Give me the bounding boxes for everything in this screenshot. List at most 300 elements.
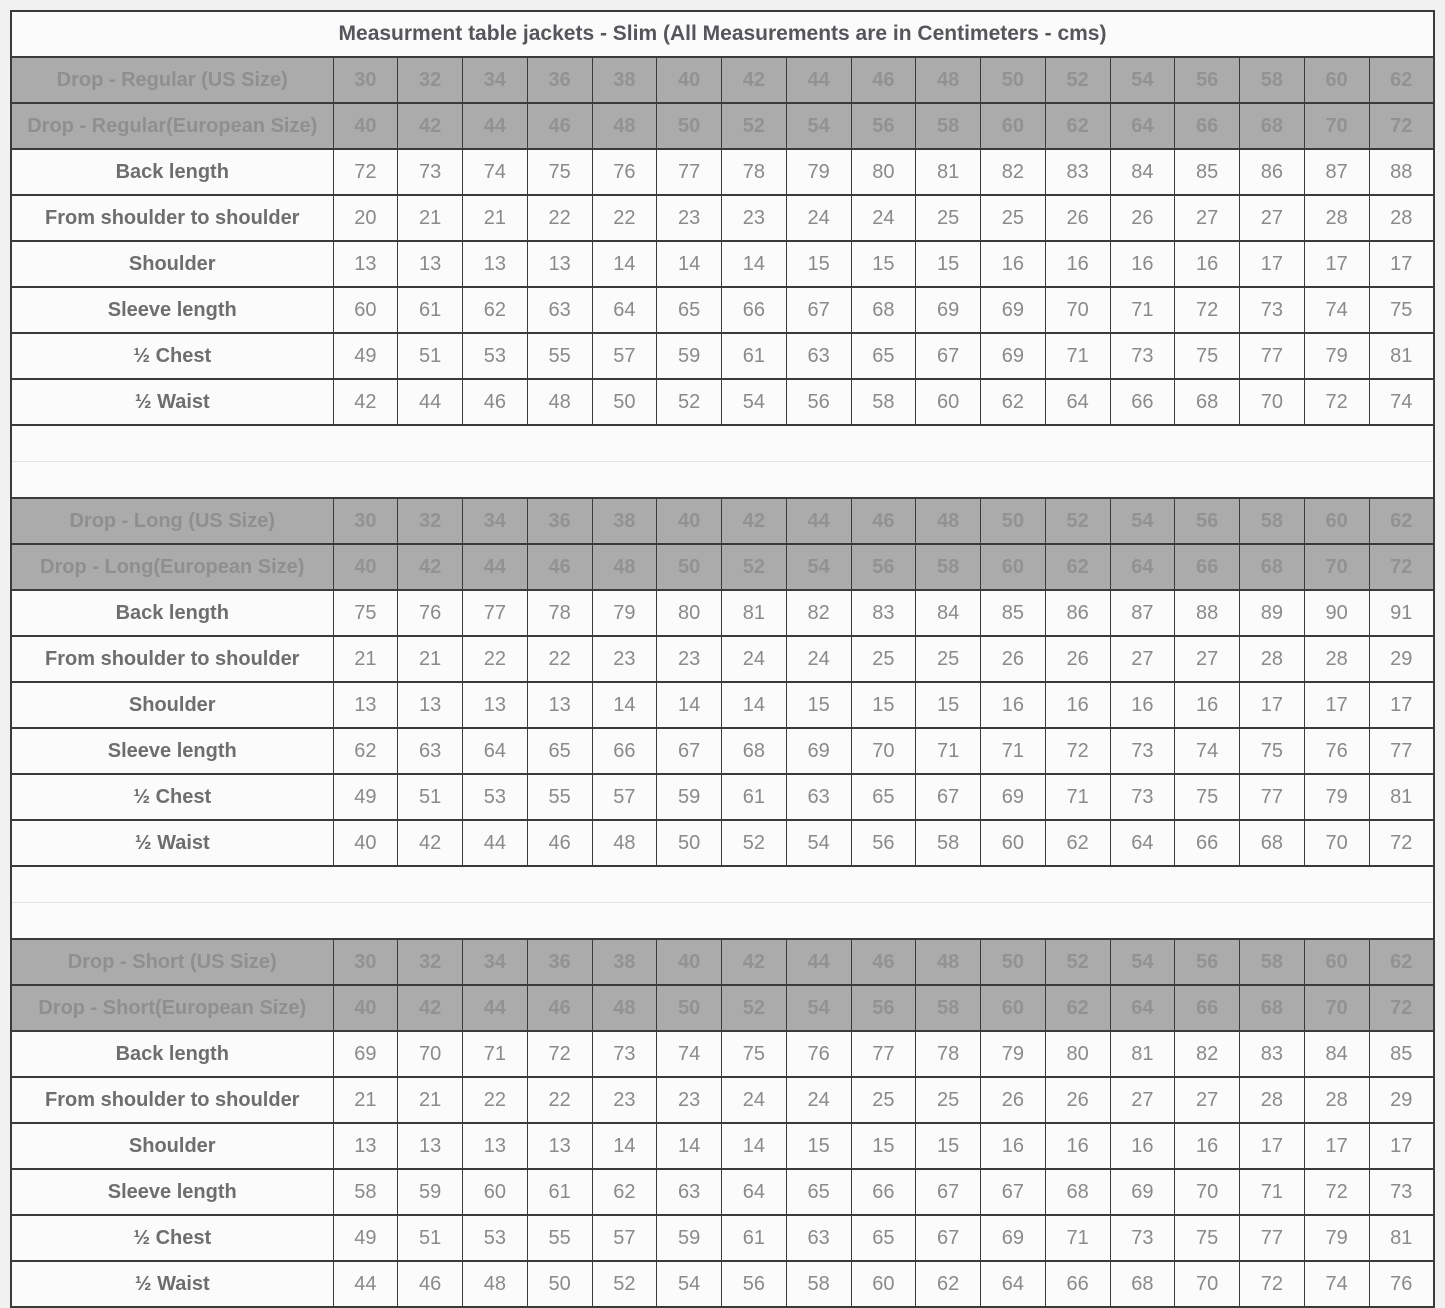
size-header-cell: 56 [851, 103, 916, 149]
measurement-value-cell: 64 [463, 728, 528, 774]
measurement-value-cell: 70 [851, 728, 916, 774]
size-header-cell: 34 [463, 57, 528, 103]
measurement-value-cell: 67 [657, 728, 722, 774]
measurement-value-cell: 66 [1110, 379, 1175, 425]
measurement-value-cell: 55 [527, 774, 592, 820]
measurement-row [11, 333, 1434, 379]
measurement-value-cell: 80 [1045, 1031, 1110, 1077]
measurement-value-cell: 81 [1110, 1031, 1175, 1077]
size-header-cell: 62 [1045, 985, 1110, 1031]
measurement-value-cell: 70 [1175, 1169, 1240, 1215]
measurement-value-cell: 60 [851, 1261, 916, 1307]
measurement-value-cell: 69 [981, 1215, 1046, 1261]
measurement-value-cell: 14 [722, 682, 787, 728]
measurement-value-cell: 70 [1240, 379, 1305, 425]
measurement-value-cell: 86 [1240, 149, 1305, 195]
measurement-table-body [11, 11, 1434, 1307]
measurement-value-cell: 23 [657, 1077, 722, 1123]
section-gap-row [11, 903, 1434, 940]
measurement-value-cell: 77 [851, 1031, 916, 1077]
measurement-value-cell: 23 [657, 195, 722, 241]
measurement-value-cell: 75 [722, 1031, 787, 1077]
size-header-cell: 48 [592, 544, 657, 590]
size-header-cell: 70 [1304, 985, 1369, 1031]
measurement-value-cell: 13 [463, 241, 528, 287]
size-header-cell: 54 [1110, 498, 1175, 544]
size-header-cell: 60 [1304, 939, 1369, 985]
measurement-value-cell: 53 [463, 1215, 528, 1261]
measurement-row [11, 820, 1434, 866]
size-header-cell: 44 [786, 498, 851, 544]
size-header-cell: 48 [916, 498, 981, 544]
measurement-value-cell: 69 [333, 1031, 398, 1077]
measurement-value-cell: 83 [1240, 1031, 1305, 1077]
measurement-value-cell: 67 [786, 287, 851, 333]
size-header-cell: 64 [1110, 985, 1175, 1031]
measurement-value-cell: 24 [722, 1077, 787, 1123]
measurement-value-cell: 77 [1240, 1215, 1305, 1261]
measurement-value-cell: 17 [1304, 682, 1369, 728]
measurement-value-cell: 59 [657, 1215, 722, 1261]
size-header-cell: 46 [851, 498, 916, 544]
measurement-value-cell: 16 [1175, 241, 1240, 287]
size-header-cell: 62 [1369, 498, 1434, 544]
jacket-measurement-table [10, 10, 1435, 1308]
size-header-cell: 66 [1175, 985, 1240, 1031]
measurement-value-cell: 13 [333, 682, 398, 728]
measurement-value-cell: 68 [1045, 1169, 1110, 1215]
measurement-value-cell: 24 [722, 636, 787, 682]
measurement-value-cell: 65 [851, 774, 916, 820]
size-header-cell: 58 [1240, 939, 1305, 985]
measurement-value-cell: 49 [333, 333, 398, 379]
measurement-value-cell: 63 [786, 1215, 851, 1261]
measurement-value-cell: 46 [463, 379, 528, 425]
measurement-value-cell: 85 [981, 590, 1046, 636]
size-header-cell: 44 [786, 57, 851, 103]
measurement-value-cell: 14 [657, 241, 722, 287]
row-label-cell: From shoulder to shoulder [11, 195, 333, 241]
measurement-value-cell: 78 [527, 590, 592, 636]
measurement-value-cell: 28 [1304, 636, 1369, 682]
measurement-row [11, 1077, 1434, 1123]
measurement-value-cell: 66 [592, 728, 657, 774]
measurement-value-cell: 15 [851, 1123, 916, 1169]
measurement-value-cell: 80 [851, 149, 916, 195]
measurement-value-cell: 22 [527, 1077, 592, 1123]
measurement-value-cell: 15 [916, 682, 981, 728]
measurement-value-cell: 69 [786, 728, 851, 774]
eu-size-header-row-drop-regular [11, 103, 1434, 149]
measurement-value-cell: 85 [1175, 149, 1240, 195]
measurement-value-cell: 65 [786, 1169, 851, 1215]
measurement-value-cell: 73 [1240, 287, 1305, 333]
measurement-value-cell: 15 [916, 1123, 981, 1169]
measurement-value-cell: 58 [916, 820, 981, 866]
row-label-cell: ½ Chest [11, 774, 333, 820]
measurement-value-cell: 77 [1240, 333, 1305, 379]
row-label-cell: Back length [11, 590, 333, 636]
row-label-cell: From shoulder to shoulder [11, 1077, 333, 1123]
measurement-row [11, 1169, 1434, 1215]
measurement-value-cell: 22 [592, 195, 657, 241]
row-label-cell: Shoulder [11, 682, 333, 728]
measurement-value-cell: 84 [1110, 149, 1175, 195]
measurement-value-cell: 87 [1110, 590, 1175, 636]
measurement-value-cell: 17 [1369, 1123, 1434, 1169]
measurement-value-cell: 21 [398, 1077, 463, 1123]
size-header-cell: 62 [1369, 57, 1434, 103]
row-label-cell: Shoulder [11, 1123, 333, 1169]
measurement-value-cell: 73 [398, 149, 463, 195]
size-header-cell: 72 [1369, 985, 1434, 1031]
measurement-value-cell: 13 [398, 1123, 463, 1169]
measurement-value-cell: 17 [1304, 241, 1369, 287]
measurement-value-cell: 86 [1045, 590, 1110, 636]
size-header-cell: 30 [333, 939, 398, 985]
measurement-value-cell: 71 [1045, 1215, 1110, 1261]
measurement-value-cell: 44 [333, 1261, 398, 1307]
measurement-value-cell: 29 [1369, 636, 1434, 682]
measurement-value-cell: 15 [786, 1123, 851, 1169]
measurement-value-cell: 27 [1175, 195, 1240, 241]
measurement-value-cell: 46 [527, 820, 592, 866]
measurement-value-cell: 71 [463, 1031, 528, 1077]
measurement-value-cell: 75 [1369, 287, 1434, 333]
measurement-value-cell: 22 [527, 636, 592, 682]
measurement-value-cell: 25 [916, 195, 981, 241]
measurement-value-cell: 71 [1240, 1169, 1305, 1215]
measurement-value-cell: 56 [851, 820, 916, 866]
measurement-value-cell: 16 [1045, 241, 1110, 287]
measurement-value-cell: 62 [333, 728, 398, 774]
measurement-value-cell: 69 [981, 333, 1046, 379]
row-label-cell: Sleeve length [11, 287, 333, 333]
measurement-value-cell: 91 [1369, 590, 1434, 636]
spacer-cell [11, 903, 1434, 940]
size-header-cell: 30 [333, 57, 398, 103]
row-label-cell: From shoulder to shoulder [11, 636, 333, 682]
size-header-cell: 36 [527, 939, 592, 985]
size-header-cell: 58 [916, 544, 981, 590]
size-header-cell: 72 [1369, 103, 1434, 149]
measurement-value-cell: 75 [1175, 333, 1240, 379]
size-header-cell: 50 [981, 57, 1046, 103]
measurement-value-cell: 24 [851, 195, 916, 241]
size-header-cell: 36 [527, 57, 592, 103]
measurement-value-cell: 21 [463, 195, 528, 241]
size-header-cell: 54 [786, 103, 851, 149]
measurement-value-cell: 77 [463, 590, 528, 636]
measurement-value-cell: 66 [851, 1169, 916, 1215]
measurement-value-cell: 15 [916, 241, 981, 287]
measurement-value-cell: 61 [527, 1169, 592, 1215]
measurement-value-cell: 73 [592, 1031, 657, 1077]
size-header-cell: 68 [1240, 985, 1305, 1031]
spacer-cell [11, 425, 1434, 462]
measurement-value-cell: 76 [786, 1031, 851, 1077]
measurement-value-cell: 17 [1240, 1123, 1305, 1169]
measurement-value-cell: 71 [1045, 333, 1110, 379]
measurement-value-cell: 13 [333, 1123, 398, 1169]
measurement-value-cell: 14 [592, 241, 657, 287]
size-header-cell: 32 [398, 57, 463, 103]
size-header-cell: 50 [981, 498, 1046, 544]
size-header-cell: 30 [333, 498, 398, 544]
size-header-cell: 32 [398, 498, 463, 544]
size-header-cell: 56 [851, 985, 916, 1031]
size-header-cell: 40 [333, 985, 398, 1031]
size-header-cell: 58 [916, 103, 981, 149]
measurement-value-cell: 22 [463, 636, 528, 682]
size-header-cell: 48 [592, 103, 657, 149]
size-header-cell: 34 [463, 498, 528, 544]
measurement-value-cell: 72 [1304, 1169, 1369, 1215]
measurement-value-cell: 74 [1304, 287, 1369, 333]
measurement-value-cell: 79 [1304, 333, 1369, 379]
measurement-value-cell: 68 [1240, 820, 1305, 866]
measurement-value-cell: 72 [1045, 728, 1110, 774]
measurement-value-cell: 59 [398, 1169, 463, 1215]
measurement-value-cell: 56 [786, 379, 851, 425]
measurement-value-cell: 13 [463, 682, 528, 728]
measurement-value-cell: 69 [1110, 1169, 1175, 1215]
size-header-cell: 54 [786, 985, 851, 1031]
measurement-value-cell: 69 [916, 287, 981, 333]
measurement-value-cell: 80 [657, 590, 722, 636]
measurement-value-cell: 24 [786, 1077, 851, 1123]
measurement-value-cell: 75 [527, 149, 592, 195]
measurement-value-cell: 58 [786, 1261, 851, 1307]
measurement-value-cell: 26 [1045, 636, 1110, 682]
measurement-value-cell: 71 [981, 728, 1046, 774]
measurement-value-cell: 64 [1110, 820, 1175, 866]
size-header-cell: 46 [527, 985, 592, 1031]
measurement-value-cell: 17 [1369, 241, 1434, 287]
measurement-value-cell: 79 [981, 1031, 1046, 1077]
measurement-value-cell: 65 [851, 333, 916, 379]
measurement-value-cell: 77 [657, 149, 722, 195]
measurement-row [11, 149, 1434, 195]
measurement-value-cell: 25 [916, 636, 981, 682]
measurement-value-cell: 68 [851, 287, 916, 333]
size-header-cell: 36 [527, 498, 592, 544]
measurement-value-cell: 72 [1175, 287, 1240, 333]
measurement-value-cell: 44 [398, 379, 463, 425]
size-header-cell: 72 [1369, 544, 1434, 590]
measurement-value-cell: 17 [1369, 682, 1434, 728]
measurement-value-cell: 67 [916, 774, 981, 820]
row-label-cell: ½ Chest [11, 1215, 333, 1261]
measurement-value-cell: 63 [527, 287, 592, 333]
measurement-value-cell: 77 [1369, 728, 1434, 774]
measurement-value-cell: 63 [398, 728, 463, 774]
measurement-value-cell: 27 [1240, 195, 1305, 241]
measurement-value-cell: 61 [722, 1215, 787, 1261]
section-label-cell: Drop - Short (US Size) [11, 939, 333, 985]
size-header-cell: 60 [981, 103, 1046, 149]
measurement-value-cell: 61 [398, 287, 463, 333]
title-row [11, 11, 1434, 57]
measurement-value-cell: 84 [1304, 1031, 1369, 1077]
size-header-cell: 44 [786, 939, 851, 985]
measurement-value-cell: 67 [981, 1169, 1046, 1215]
size-header-cell: 50 [981, 939, 1046, 985]
us-size-header-row-drop-long [11, 498, 1434, 544]
measurement-row [11, 774, 1434, 820]
size-header-cell: 60 [981, 985, 1046, 1031]
size-header-cell: 42 [398, 544, 463, 590]
measurement-value-cell: 78 [722, 149, 787, 195]
section-gap-row [11, 866, 1434, 903]
size-header-cell: 38 [592, 498, 657, 544]
measurement-value-cell: 75 [1240, 728, 1305, 774]
row-label-cell: Shoulder [11, 241, 333, 287]
measurement-value-cell: 82 [981, 149, 1046, 195]
measurement-value-cell: 57 [592, 774, 657, 820]
measurement-value-cell: 79 [1304, 774, 1369, 820]
measurement-value-cell: 81 [916, 149, 981, 195]
measurement-value-cell: 64 [722, 1169, 787, 1215]
measurement-value-cell: 64 [592, 287, 657, 333]
measurement-value-cell: 13 [527, 682, 592, 728]
measurement-value-cell: 28 [1304, 195, 1369, 241]
section-gap-row [11, 462, 1434, 499]
measurement-value-cell: 16 [981, 241, 1046, 287]
measurement-value-cell: 16 [1110, 241, 1175, 287]
spacer-cell [11, 462, 1434, 499]
measurement-value-cell: 42 [398, 820, 463, 866]
row-label-cell: ½ Waist [11, 820, 333, 866]
size-header-cell: 46 [527, 544, 592, 590]
size-header-cell: 56 [1175, 939, 1240, 985]
measurement-value-cell: 68 [1175, 379, 1240, 425]
measurement-value-cell: 83 [1045, 149, 1110, 195]
size-header-cell: 44 [463, 544, 528, 590]
measurement-value-cell: 48 [527, 379, 592, 425]
measurement-value-cell: 62 [592, 1169, 657, 1215]
measurement-value-cell: 67 [916, 333, 981, 379]
measurement-value-cell: 16 [1110, 1123, 1175, 1169]
measurement-value-cell: 82 [1175, 1031, 1240, 1077]
size-header-cell: 34 [463, 939, 528, 985]
measurement-value-cell: 27 [1175, 1077, 1240, 1123]
us-size-header-row-drop-regular [11, 57, 1434, 103]
measurement-value-cell: 50 [527, 1261, 592, 1307]
measurement-value-cell: 67 [916, 1215, 981, 1261]
measurement-value-cell: 52 [592, 1261, 657, 1307]
measurement-value-cell: 70 [398, 1031, 463, 1077]
measurement-value-cell: 69 [981, 287, 1046, 333]
measurement-value-cell: 88 [1175, 590, 1240, 636]
measurement-value-cell: 26 [981, 636, 1046, 682]
size-header-cell: 54 [1110, 939, 1175, 985]
measurement-value-cell: 71 [1045, 774, 1110, 820]
size-header-cell: 56 [1175, 498, 1240, 544]
measurement-value-cell: 44 [463, 820, 528, 866]
measurement-value-cell: 53 [463, 774, 528, 820]
measurement-value-cell: 15 [851, 682, 916, 728]
measurement-value-cell: 14 [592, 1123, 657, 1169]
measurement-value-cell: 73 [1110, 728, 1175, 774]
size-header-cell: 64 [1110, 103, 1175, 149]
measurement-row [11, 728, 1434, 774]
measurement-value-cell: 28 [1240, 1077, 1305, 1123]
section-label-cell: Drop - Regular (US Size) [11, 57, 333, 103]
measurement-value-cell: 87 [1304, 149, 1369, 195]
measurement-value-cell: 26 [1110, 195, 1175, 241]
measurement-row [11, 195, 1434, 241]
measurement-row [11, 287, 1434, 333]
measurement-value-cell: 68 [1110, 1261, 1175, 1307]
section-label-cell: Drop - Regular(European Size) [11, 103, 333, 149]
size-header-cell: 60 [1304, 498, 1369, 544]
measurement-value-cell: 81 [722, 590, 787, 636]
measurement-value-cell: 60 [463, 1169, 528, 1215]
measurement-value-cell: 72 [333, 149, 398, 195]
row-label-cell: ½ Waist [11, 1261, 333, 1307]
measurement-value-cell: 65 [657, 287, 722, 333]
measurement-value-cell: 83 [851, 590, 916, 636]
row-label-cell: Sleeve length [11, 728, 333, 774]
measurement-value-cell: 77 [1240, 774, 1305, 820]
size-header-cell: 60 [981, 544, 1046, 590]
measurement-value-cell: 70 [1304, 820, 1369, 866]
size-header-cell: 32 [398, 939, 463, 985]
size-header-cell: 50 [657, 103, 722, 149]
section-label-cell: Drop - Short(European Size) [11, 985, 333, 1031]
measurement-value-cell: 72 [1304, 379, 1369, 425]
measurement-value-cell: 54 [722, 379, 787, 425]
measurement-value-cell: 54 [657, 1261, 722, 1307]
size-header-cell: 68 [1240, 103, 1305, 149]
section-gap-row [11, 425, 1434, 462]
measurement-value-cell: 76 [592, 149, 657, 195]
measurement-value-cell: 16 [1175, 682, 1240, 728]
measurement-value-cell: 65 [527, 728, 592, 774]
row-label-cell: Back length [11, 149, 333, 195]
measurement-value-cell: 17 [1304, 1123, 1369, 1169]
measurement-value-cell: 60 [916, 379, 981, 425]
measurement-value-cell: 62 [981, 379, 1046, 425]
measurement-value-cell: 61 [722, 774, 787, 820]
size-header-cell: 48 [916, 939, 981, 985]
measurement-value-cell: 81 [1369, 774, 1434, 820]
measurement-value-cell: 23 [592, 1077, 657, 1123]
measurement-value-cell: 57 [592, 333, 657, 379]
measurement-value-cell: 88 [1369, 149, 1434, 195]
measurement-value-cell: 46 [398, 1261, 463, 1307]
measurement-value-cell: 79 [592, 590, 657, 636]
measurement-value-cell: 66 [1175, 820, 1240, 866]
measurement-value-cell: 48 [592, 820, 657, 866]
measurement-value-cell: 71 [1110, 287, 1175, 333]
measurement-value-cell: 13 [333, 241, 398, 287]
size-header-cell: 54 [786, 544, 851, 590]
measurement-value-cell: 14 [722, 241, 787, 287]
measurement-value-cell: 81 [1369, 1215, 1434, 1261]
measurement-value-cell: 14 [722, 1123, 787, 1169]
row-label-cell: ½ Waist [11, 379, 333, 425]
row-label-cell: Back length [11, 1031, 333, 1077]
measurement-value-cell: 79 [1304, 1215, 1369, 1261]
measurement-value-cell: 58 [333, 1169, 398, 1215]
measurement-value-cell: 25 [916, 1077, 981, 1123]
measurement-value-cell: 62 [916, 1261, 981, 1307]
measurement-value-cell: 85 [1369, 1031, 1434, 1077]
measurement-row [11, 682, 1434, 728]
size-header-cell: 44 [463, 985, 528, 1031]
